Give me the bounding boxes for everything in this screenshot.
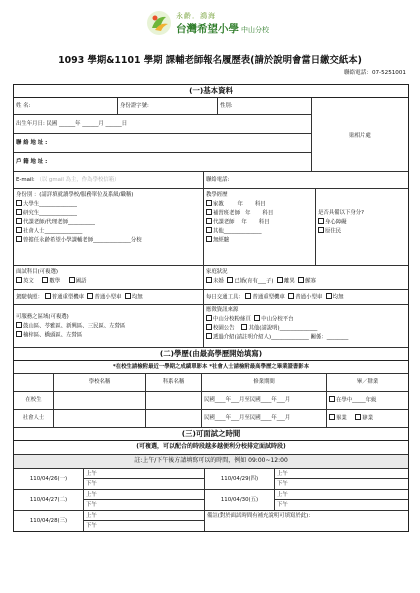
checkbox[interactable] <box>206 227 212 233</box>
checkbox[interactable] <box>329 396 335 402</box>
education-note-row <box>14 361 408 374</box>
interview-slot-pair <box>275 469 408 489</box>
teaching-option[interactable]: 代課老師 年 科目 <box>206 218 313 227</box>
photo-label: 貼相片處 <box>349 132 371 139</box>
section-education-heading: (二)學歷(由最高學歷開始填寫) <box>14 348 408 361</box>
interview-date: 110/04/28(三) <box>14 511 84 531</box>
teaching-experience-cell <box>204 189 316 265</box>
student-school-input[interactable] <box>54 392 146 409</box>
am-slot[interactable]: 上午 <box>84 490 204 500</box>
identity-option[interactable]: 社會人士______________ <box>16 227 201 236</box>
area-source-row <box>14 305 408 348</box>
row-label-student: 在校生 <box>14 392 54 409</box>
subject-option[interactable]: 數學 <box>49 278 61 284</box>
identity-option[interactable]: 曾擔任永齡希望小學課輔老師______________分校 <box>16 236 201 245</box>
family-status-title: 家庭狀況 <box>206 269 228 275</box>
checkbox[interactable] <box>16 322 22 328</box>
adult-school-input[interactable] <box>54 410 146 427</box>
checkbox[interactable] <box>355 414 361 420</box>
education-header-blank <box>14 374 54 391</box>
checkbox[interactable] <box>206 333 212 339</box>
email-label: E-mail: <box>16 177 35 183</box>
page-title: 1093 學期&1101 學期 課輔老師報名履歷表(請於說明會當日繳交紙本) <box>58 55 362 66</box>
checkbox[interactable] <box>329 414 335 420</box>
interview-slot-pair <box>84 511 205 531</box>
pm-slot[interactable]: 下午 <box>277 502 288 508</box>
checkbox[interactable] <box>16 227 22 233</box>
teaching-option[interactable]: 家教 年 科目 <box>206 200 313 209</box>
household-address-row <box>14 153 311 171</box>
checkbox[interactable] <box>206 200 212 206</box>
identity-status-cell <box>316 189 408 265</box>
basic-info-top <box>14 98 408 172</box>
birth-row <box>14 115 311 134</box>
checkbox[interactable] <box>16 331 22 337</box>
pm-slot[interactable]: 下午 <box>277 481 288 487</box>
teaching-option[interactable]: 補習班老師 年 科目 <box>206 209 313 218</box>
checkbox[interactable] <box>69 277 75 283</box>
name-row <box>14 98 311 115</box>
logo-top-text: 永齡．鴻海 <box>176 12 216 20</box>
checkbox[interactable] <box>241 324 247 330</box>
driver-license-cell <box>14 290 204 304</box>
license-option[interactable]: 普通小型車 <box>94 294 122 301</box>
interview-date: 110/04/27(二) <box>14 490 84 510</box>
interview-subject-cell <box>14 266 204 289</box>
special-identity-question: 是否具備以下身分? <box>318 210 364 216</box>
column-school-name: 學校名稱 <box>54 374 146 391</box>
checkbox[interactable] <box>16 236 22 242</box>
interview-slot-pair <box>84 469 205 489</box>
school-logo <box>146 10 286 40</box>
driver-license-label: 駕駛執照： <box>16 294 43 301</box>
email-row <box>14 172 408 189</box>
contact-phone-field[interactable]: 聯絡電話: <box>206 177 230 183</box>
checkbox[interactable] <box>318 218 324 224</box>
interview-subtitle: (可複選，可以配合的時段越多越便利分校排定面試時段) <box>136 443 286 450</box>
checkbox[interactable] <box>206 324 212 330</box>
identity-title: 身份別 ：(請詳填就讀學校/服務單位及系級/職稱) <box>16 192 134 198</box>
identity-option[interactable]: 代課老師/代理老師__________ <box>16 218 201 227</box>
interview-subject-options <box>16 277 201 286</box>
teaching-option[interactable]: 其他______________ <box>206 227 313 236</box>
checkbox[interactable] <box>288 293 294 299</box>
logo-main-text <box>176 21 269 36</box>
info-source-options <box>206 333 406 342</box>
gender-field[interactable]: 性別: <box>220 103 233 109</box>
interview-slot-pair <box>84 490 205 510</box>
interview-note: 註:上午/下午後方請填寫可以的時間，例如 09:00~12:00 <box>134 457 288 464</box>
interview-remark-field[interactable]: 備註(對於面試時間有補充說明可填寫於此)： <box>207 513 314 519</box>
subject-option[interactable]: 國語 <box>75 278 87 284</box>
identity-option[interactable]: 研究生______________ <box>16 209 201 218</box>
am-slot[interactable]: 上午 <box>275 490 408 500</box>
special-identity-option[interactable]: 身心障礙 <box>318 218 406 227</box>
interview-sub-row <box>14 441 408 455</box>
student-status-field[interactable]: 在學中_____年級 <box>327 392 408 409</box>
column-department: 科系名稱 <box>146 374 202 391</box>
family-option[interactable]: 未婚 <box>213 278 224 284</box>
column-graduation-status: 畢／肄業 <box>356 379 379 385</box>
special-identity-option[interactable]: 原住民 <box>318 227 406 236</box>
interview-date: 110/04/29(四) <box>205 469 275 489</box>
id-number-field[interactable]: 身份證字號: <box>118 98 218 114</box>
subject-family-row <box>14 266 408 290</box>
basic-info-fields <box>14 98 311 171</box>
interview-date: 110/04/26(一) <box>14 469 84 489</box>
family-option[interactable]: 離異 <box>283 278 295 284</box>
status-graduated[interactable]: 畢業 <box>336 415 347 422</box>
education-student-row <box>14 392 408 410</box>
checkbox[interactable] <box>298 277 304 283</box>
family-option[interactable]: 已婚(育有___子) <box>234 278 274 284</box>
contact-address-field[interactable]: 聯 絡 地 址 : <box>16 140 48 146</box>
checkbox[interactable] <box>326 293 332 299</box>
info-option[interactable]: 中山分校粉絲頁 <box>213 316 251 322</box>
service-area-title: 可服務之區域(可複選) <box>16 314 69 320</box>
logo-branch-name: 中山分校 <box>241 26 269 34</box>
info-source-cell <box>204 305 408 347</box>
interview-slot-row-1 <box>14 469 408 490</box>
info-option[interactable]: 其他(請說明)______________ <box>248 325 318 331</box>
am-slot[interactable]: 上午 <box>84 511 204 521</box>
name-field[interactable]: 姓 名: <box>14 98 118 114</box>
checkbox[interactable] <box>206 209 212 215</box>
education-note: *在校生請檢附最近一學期之成績單影本 *社會人士請檢附最高學歷之畢業證書影本 <box>112 364 310 370</box>
checkbox[interactable] <box>277 277 283 283</box>
adult-period-field[interactable]: 民國____年___月至民國____年___月 <box>202 410 327 427</box>
info-source-options <box>206 324 406 333</box>
adult-status-field <box>327 410 408 427</box>
interview-slot-row-3 <box>14 511 408 531</box>
info-source-options <box>206 315 406 324</box>
column-study-period: 修業期間 <box>202 374 327 391</box>
interview-subject-title: 面試科目(可複選) <box>16 269 58 275</box>
family-status-options <box>206 277 406 286</box>
transport-cell <box>204 290 408 304</box>
checkbox[interactable] <box>16 218 22 224</box>
education-adult-row <box>14 410 408 428</box>
checkbox[interactable] <box>206 315 212 321</box>
adult-department-input[interactable] <box>146 410 202 427</box>
checkbox[interactable] <box>254 315 260 321</box>
am-slot[interactable]: 上午 <box>275 469 408 479</box>
education-header-row <box>14 374 408 392</box>
section-interview-heading: (三)可面試之時間 <box>14 428 408 441</box>
am-slot[interactable]: 上午 <box>84 469 204 479</box>
transport-option[interactable]: 普通重型機車 <box>252 294 285 301</box>
service-area-option[interactable]: 楠梓區、橋頭區、左營區 <box>16 331 201 340</box>
info-source-title: 應徵資訊來源 <box>206 307 239 313</box>
checkbox[interactable] <box>227 277 233 283</box>
teaching-title: 教學經歷 <box>206 192 228 198</box>
interview-slot-row-2 <box>14 490 408 511</box>
hope-school-logo-icon <box>146 10 172 36</box>
household-address-field[interactable]: 戶 籍 地 址 : <box>16 159 48 165</box>
checkbox[interactable] <box>87 293 93 299</box>
license-option[interactable]: 普通重型機車 <box>51 294 85 301</box>
status-dropped[interactable]: 肄業 <box>362 415 374 422</box>
identity-option[interactable]: 大學生______________ <box>16 200 201 209</box>
pm-slot[interactable]: 下午 <box>86 502 97 508</box>
checkbox[interactable] <box>318 227 324 233</box>
identity-experience-row <box>14 189 408 266</box>
family-option[interactable]: 鰥寡 <box>305 278 316 284</box>
checkbox[interactable] <box>42 277 48 283</box>
section-basic-info-heading: (一)基本資料 <box>14 85 408 98</box>
checkbox[interactable] <box>16 200 22 206</box>
student-department-input[interactable] <box>146 392 202 409</box>
info-option[interactable]: 透過介紹(請註明介紹人)______________ 關係：________ <box>213 334 349 340</box>
family-status-cell <box>204 266 408 289</box>
info-option[interactable]: 中山分校平台 <box>261 316 294 322</box>
interview-date: 110/04/30(五) <box>205 490 275 510</box>
checkbox[interactable] <box>206 218 212 224</box>
checkbox[interactable] <box>16 209 22 215</box>
checkbox[interactable] <box>45 293 51 299</box>
checkbox[interactable] <box>245 293 251 299</box>
row-label-adult: 社會人士 <box>14 410 54 427</box>
pm-slot[interactable]: 下午 <box>86 523 97 529</box>
application-form <box>13 84 409 532</box>
logo-school-name: 台灣希望小學 <box>176 23 239 35</box>
contact-phone: 聯絡電話：07-5251001 <box>343 70 406 76</box>
checkbox[interactable] <box>206 236 212 242</box>
identity-cell <box>14 189 204 265</box>
student-period-field[interactable]: 民國____年___月至民國____年___月 <box>202 392 327 409</box>
contact-address-row <box>14 134 311 153</box>
info-option[interactable]: 校園公告 <box>213 325 235 331</box>
license-option[interactable]: 均無 <box>131 294 143 301</box>
transport-option[interactable]: 均無 <box>332 294 344 301</box>
interview-slot-pair <box>275 490 408 510</box>
checkbox[interactable] <box>16 277 22 283</box>
email-placeholder: （以 gmail 為主，作為學校信箱） <box>36 177 120 183</box>
service-area-cell <box>14 305 204 347</box>
birth-date-field[interactable]: 出生年月日: 民國 ______年 ______月 ______日 <box>16 121 128 127</box>
transport-label: 每日交通工具： <box>206 294 244 301</box>
checkbox[interactable] <box>206 277 212 283</box>
checkbox[interactable] <box>125 293 131 299</box>
subject-option[interactable]: 英文 <box>23 278 34 284</box>
email-field[interactable] <box>14 172 204 188</box>
pm-slot[interactable]: 下午 <box>86 481 97 487</box>
license-transport-row <box>14 290 408 305</box>
photo-box[interactable] <box>311 98 408 171</box>
interview-note-row <box>14 455 408 469</box>
transport-option[interactable]: 普通小型車 <box>295 294 323 301</box>
service-area-option[interactable]: 鼓山區、苓雅區、新興區、三民區、左營區 <box>16 322 201 331</box>
teaching-option[interactable]: 無經驗 <box>206 236 313 245</box>
